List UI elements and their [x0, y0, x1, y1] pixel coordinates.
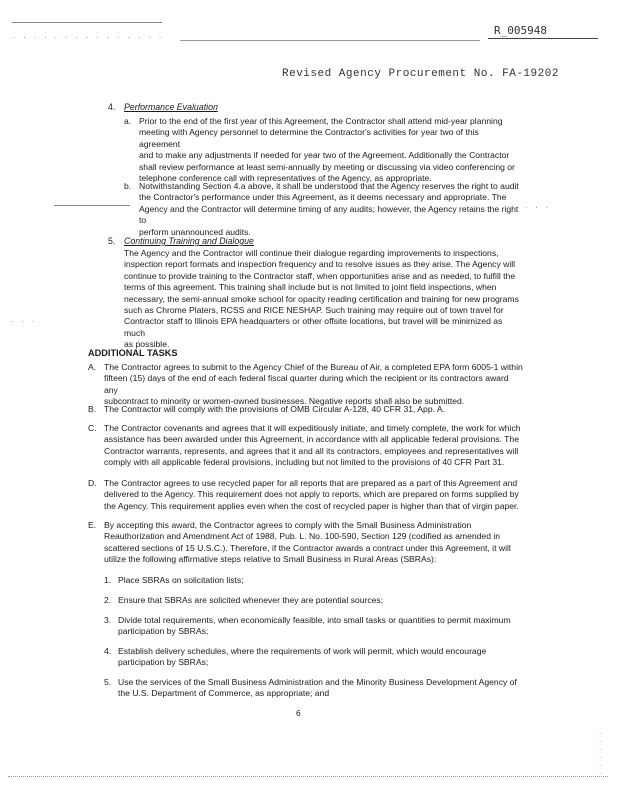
text-line: participation by SBRAs; [118, 626, 209, 637]
text-line: The Agency and the Contractor will continue their dialogue regarding improvements to inspections, [124, 248, 499, 258]
text-line: such as Chrome Platers, RCSS and RICE NESHAP. Such training may require out of town travel for [124, 305, 504, 316]
text-line: Agency and the Contractor will determine timing of any audits; however, the Agency retains the right to [139, 203, 519, 226]
section-4a-text [139, 116, 519, 184]
task-c-text [104, 423, 524, 469]
text-line: fifteen (15) days of the end of each federal fiscal quarter during which the recipient or its contractors award any [104, 373, 509, 395]
document-id: R_005948 [494, 24, 547, 37]
header-scan-noise: · · · · · · · · · · · · · · · [12, 34, 164, 42]
text-line: Notwithstanding Section 4.a above, it shall be understood that the Agency reserves the right to audit [139, 181, 519, 191]
text-line: inspection report formats and inspection frequency and to resolve issues as they arise. The Agency will [124, 259, 516, 270]
text-line: subcontract to minority or women-owned businesses. Negative reports shall also be submitted. [104, 396, 465, 407]
task-e-text [104, 520, 524, 566]
step-3-text [118, 615, 518, 638]
task-e-label: E. [88, 520, 97, 530]
margin-scan-noise: · · · [524, 204, 551, 212]
text-line: assistance has been awarded under this Agreement, in accordance with all applicable federal provisions. The [104, 434, 519, 445]
text-line: The Contractor agrees to use recycled paper for all reports that are prepared as a part of this Agreement and [104, 478, 518, 488]
text-line: necessary, the semi-annual smoke school for opacity reading certification and training for new programs [124, 293, 519, 304]
section-4b-text [139, 181, 519, 238]
text-line: The Contractor will comply with the provisions of OMB Circular A-128, 40 CFR 31, App. A. [104, 404, 446, 414]
scan-rule [54, 205, 130, 206]
section-4a-label: a. [124, 116, 132, 126]
step-4-number: 4. [104, 646, 112, 656]
text-line: scattered sections of 15 U.S.C.). Therefore, if the Contractor awards a contract under this Agreement, it will [104, 542, 511, 553]
text-line: Use the services of the Small Business Administration and the Minority Business Development Agency of [118, 677, 517, 687]
text-line: Ensure that SBRAs are solicited whenever they are potential sources; [118, 595, 384, 605]
additional-tasks-heading: ADDITIONAL TASKS [88, 348, 178, 358]
text-line: the Agency. This requirement applies even when the cost of recycled paper is higher than that of virgin paper. [104, 500, 519, 511]
task-a-label: A. [88, 362, 97, 372]
section-4-title: Performance Evaluation [124, 102, 218, 112]
task-d-text [104, 478, 524, 512]
text-line: Reauthorization and Amendment Act of 1988, Pub. L. No. 100-590, Section 129 (codified as amended in [104, 531, 501, 542]
text-line: the U.S. Department of Commerce, as appropriate; and [118, 688, 330, 699]
section-5-number: 5. [108, 236, 116, 246]
section-5-title: Continuing Training and Dialogue [124, 236, 254, 246]
text-line: Prior to the end of the first year of this Agreement, the Contractor shall attend mid-year planning [139, 116, 503, 126]
task-c-label: C. [88, 423, 97, 433]
task-a-text [104, 362, 524, 408]
text-line: meeting with Agency personnel to determine the Contractor's activities for year two of this agreement [139, 127, 479, 149]
text-line: comply with all applicable federal provisions, including but not limited to the provisions of 40 CFR Part 31. [104, 457, 505, 468]
text-line: The Contractor agrees to submit to the Agency Chief of the Bureau of Air, a completed EPA form 6005-1 within [104, 362, 523, 372]
text-line: Establish delivery schedules, where the requirements of work will permit, which would encourage [118, 646, 487, 656]
text-line: as possible. [124, 339, 170, 350]
step-3-number: 3. [104, 615, 112, 625]
step-1-number: 1. [104, 575, 112, 585]
text-line: the Contractor's performance under this Agreement, as it deems necessary and appropriate. The [139, 192, 507, 203]
side-scan-noise: · · · · · · [598, 730, 603, 778]
step-1-text [118, 575, 518, 586]
text-line: and to make any adjustments if needed for year two of the Agreement. Additionally the Contractor [139, 150, 510, 161]
text-line: utilize the following affirmative steps relative to Small Business in Rural Areas (SBRAs): [104, 554, 437, 565]
text-line: The Contractor covenants and agrees that it will expeditiously initiate, and timely complete, the work for which [104, 423, 521, 433]
task-b-label: B. [88, 404, 97, 414]
step-2-text [118, 595, 518, 606]
step-5-text [118, 677, 518, 700]
step-2-number: 2. [104, 595, 112, 605]
text-line: telephone conference call with representatives of the Agency, as appropriate. [139, 173, 432, 184]
section-5-text [124, 248, 519, 351]
procurement-number: Revised Agency Procurement No. FA-19202 [282, 68, 559, 80]
text-line: Contractor warrants, represents, and agrees that it and all its contractors, employees and representatives will [104, 445, 519, 456]
task-d-label: D. [88, 478, 97, 488]
header-rule-top [12, 22, 162, 23]
footer-scan-noise [8, 776, 608, 778]
step-4-text [118, 646, 518, 669]
margin-scan-noise: · · · [10, 318, 37, 326]
text-line: Contractor staff to Illinois EPA headquarters or other offsite locations, but travel will be minimized as much [124, 316, 503, 338]
text-line: perform unannounced audits. [139, 226, 251, 237]
task-b-text [104, 404, 524, 415]
page-number: 6 [296, 708, 301, 718]
section-4b-label: b. [124, 181, 132, 191]
text-line: Divide total requirements, when economically feasible, into small tasks or quantities to permit maximum [118, 615, 511, 625]
text-line: Place SBRAs on solicitation lists; [118, 575, 244, 585]
text-line: By accepting this award, the Contractor agrees to comply with the Small Business Administration [104, 520, 472, 530]
text-line: continue to provide training to the Contractor staff, when opportunities arise and as needed, to fulfill the [124, 270, 516, 281]
section-4-number: 4. [108, 102, 116, 112]
text-line: delivered to the Agency. This requirement does not apply to reports, which are prepared on forms supplied by [104, 489, 519, 500]
text-line: shall review performance at least semi-annually by meeting or discussing via video conferencing or [139, 161, 515, 172]
header-rule-mid [180, 40, 480, 41]
text-line: terms of this agreement. This training shall include but is not limited to joint field inspections, when [124, 282, 497, 293]
header-rule [488, 38, 598, 39]
step-5-number: 5. [104, 677, 112, 687]
text-line: participation by SBRAs; [118, 657, 209, 668]
